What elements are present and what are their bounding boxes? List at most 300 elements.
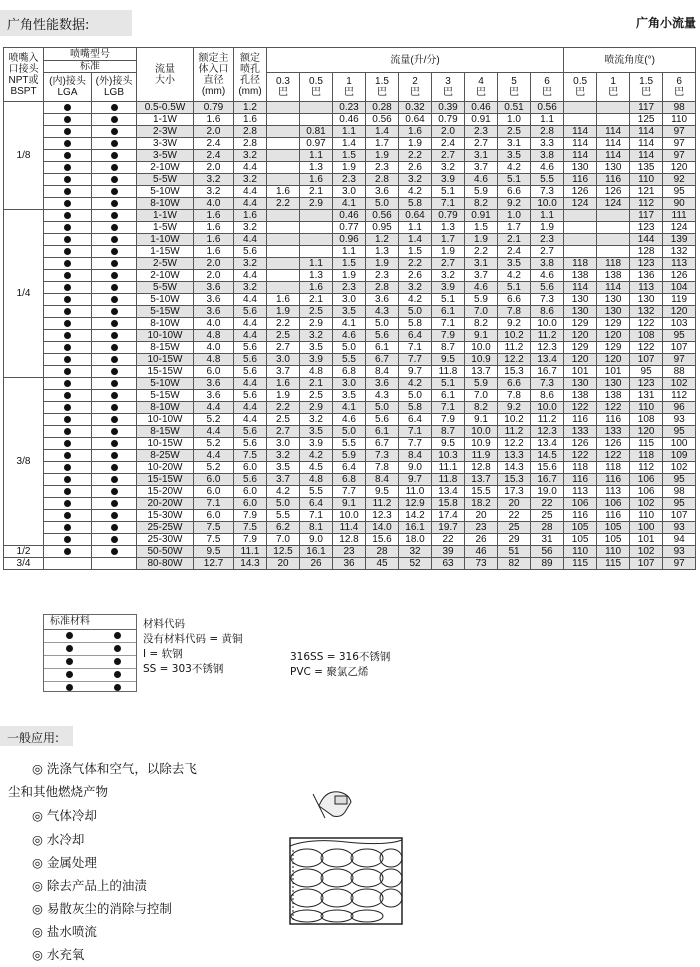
flow-cell: [267, 150, 300, 162]
header-row: [4, 48, 696, 61]
inlet-dia-cell: 3.6: [194, 306, 234, 318]
npt-cell: 3/8: [4, 378, 44, 546]
flow-cell: 8.2: [465, 198, 498, 210]
flow-cell: 1.6: [300, 282, 333, 294]
flow-size-cell: 10-10W: [137, 414, 194, 426]
orifice-dia-cell: 5.6: [234, 366, 267, 378]
flow-cell: 6.1: [432, 306, 465, 318]
standard-dot-icon: [64, 260, 71, 267]
flow-cell: 1.5: [333, 258, 366, 270]
orifice-dia-cell: 5.6: [234, 342, 267, 354]
connection-lga-cell: [44, 210, 92, 222]
npt-cell: 1/8: [4, 102, 44, 210]
flow-cell: 11.2: [498, 342, 531, 354]
table-row: [4, 546, 696, 558]
flow-cell: 4.6: [465, 174, 498, 186]
connection-lgb-cell: [92, 174, 137, 186]
angle-cell: 109: [663, 450, 696, 462]
application-item: 尘和其他燃烧产物: [8, 784, 109, 799]
inlet-dia-cell: 3.6: [194, 282, 234, 294]
standard-dot-icon: [111, 416, 118, 423]
flow-cell: 4.1: [333, 198, 366, 210]
flow-cell: 5.0: [399, 306, 432, 318]
table-row: [4, 282, 696, 294]
standard-dot-icon: [64, 152, 71, 159]
flow-cell: 4.5: [300, 462, 333, 474]
inlet-dia-cell: 2.4: [194, 138, 234, 150]
angle-cell: 112: [663, 390, 696, 402]
flow-cell: 10.9: [465, 354, 498, 366]
flow-cell: 3.9: [300, 354, 333, 366]
header-standard: 标准: [44, 61, 137, 73]
angle-cell: 117: [630, 210, 663, 222]
angle-cell: 122: [630, 342, 663, 354]
flow-cell: 0.39: [432, 102, 465, 114]
standard-dot-icon: [111, 428, 118, 435]
flow-cell: 2.6: [399, 270, 432, 282]
flow-cell: 29: [498, 534, 531, 546]
table-row: [4, 522, 696, 534]
orifice-dia-cell: 4.4: [234, 330, 267, 342]
standard-dot-icon: [111, 476, 118, 483]
table-row: [4, 306, 696, 318]
flow-size-cell: 15-15W: [137, 474, 194, 486]
angle-cell: 129: [597, 318, 630, 330]
angle-cell: 120: [630, 426, 663, 438]
flow-size-cell: 0.5-0.5W: [137, 102, 194, 114]
flow-cell: 11.2: [366, 498, 399, 510]
angle-cell: 114: [597, 282, 630, 294]
angle-cell: 102: [663, 378, 696, 390]
flow-size-cell: 5-10W: [137, 378, 194, 390]
orifice-dia-cell: 3.2: [234, 174, 267, 186]
flow-cell: 1.5: [465, 222, 498, 234]
flow-cell: 0.56: [531, 102, 564, 114]
connection-lga-cell: [44, 162, 92, 174]
angle-cell: 110: [597, 546, 630, 558]
flow-cell: 1.4: [333, 138, 366, 150]
flow-size-cell: 10-15W: [137, 438, 194, 450]
flow-cell: 3.5: [498, 150, 531, 162]
orifice-dia-cell: 7.9: [234, 534, 267, 546]
performance-table: [3, 47, 696, 570]
flow-cell: 0.91: [465, 114, 498, 126]
angle-cell: 130: [564, 378, 597, 390]
angle-cell: 97: [663, 138, 696, 150]
header-inlet-dia: [194, 48, 234, 102]
connection-lgb-cell: [92, 414, 137, 426]
application-item: ◎ 水冷却: [32, 832, 85, 847]
flow-cell: 4.8: [300, 366, 333, 378]
connection-lga-cell: [44, 306, 92, 318]
flow-cell: 31: [531, 534, 564, 546]
flow-cell: 1.9: [267, 306, 300, 318]
npt-cell: 3/4: [4, 558, 44, 570]
header-text: 2: [412, 76, 418, 87]
angle-cell: 117: [630, 102, 663, 114]
flow-cell: 5.0: [267, 498, 300, 510]
angle-cell: [564, 246, 597, 258]
angle-cell: 111: [663, 210, 696, 222]
flow-cell: 4.8: [300, 474, 333, 486]
flow-size-cell: 2-10W: [137, 270, 194, 282]
table-row: [4, 162, 696, 174]
standard-dot-icon: [111, 224, 118, 231]
angle-cell: [597, 222, 630, 234]
flow-cell: 15.6: [531, 462, 564, 474]
flow-size-cell: 5-15W: [137, 306, 194, 318]
inlet-dia-cell: 3.6: [194, 390, 234, 402]
flow-cell: 7.8: [498, 390, 531, 402]
standard-dot-icon: [64, 344, 71, 351]
header-orifice-dia: [234, 48, 267, 102]
header-text: 巴: [476, 87, 486, 98]
connection-lgb-cell: [92, 558, 137, 570]
connection-lga-cell: [44, 342, 92, 354]
flow-cell: 10.0: [465, 342, 498, 354]
angle-cell: 100: [663, 438, 696, 450]
flow-cell: 13.4: [432, 486, 465, 498]
application-item: ◎ 盐水喷流: [32, 924, 97, 939]
table-row: [4, 114, 696, 126]
standard-dot-icon: [64, 452, 71, 459]
standard-dot-icon: [64, 380, 71, 387]
flow-cell: 11.2: [531, 414, 564, 426]
flow-cell: 1.1: [399, 222, 432, 234]
legend-dot-icon: [114, 658, 121, 665]
flow-cell: 2.5: [300, 306, 333, 318]
flow-cell: 9.2: [498, 402, 531, 414]
flow-cell: 2.0: [432, 126, 465, 138]
angle-cell: 92: [663, 174, 696, 186]
angle-cell: 136: [630, 270, 663, 282]
inlet-dia-cell: 4.4: [194, 402, 234, 414]
flow-size-cell: 8-25W: [137, 450, 194, 462]
flow-cell: 6.1: [366, 342, 399, 354]
legend-rows: [44, 630, 136, 694]
flow-cell: 15.3: [498, 366, 531, 378]
flow-cell: 5.0: [333, 426, 366, 438]
header-text: 0.5: [309, 76, 323, 87]
standard-dot-icon: [64, 548, 71, 555]
legend-dot-icon: [66, 658, 73, 665]
flow-cell: 7.7: [399, 438, 432, 450]
angle-cell: 115: [564, 558, 597, 570]
angle-cell: 114: [597, 138, 630, 150]
flow-size-cell: 2-10W: [137, 162, 194, 174]
table-row: [4, 270, 696, 282]
standard-dot-icon: [111, 116, 118, 123]
legend-title: 标准材料: [44, 615, 136, 630]
standard-dot-icon: [64, 500, 71, 507]
inlet-dia-cell: 7.5: [194, 534, 234, 546]
angle-cell: 123: [630, 378, 663, 390]
flow-cell: 15.3: [498, 474, 531, 486]
flow-cell: [267, 114, 300, 126]
angle-cell: 130: [597, 294, 630, 306]
flow-cell: 0.32: [399, 102, 432, 114]
flow-cell: 4.2: [399, 378, 432, 390]
standard-dot-icon: [111, 512, 118, 519]
flow-cell: 3.7: [465, 162, 498, 174]
standard-dot-icon: [64, 212, 71, 219]
table-row: [4, 558, 696, 570]
flow-cell: 3.2: [399, 174, 432, 186]
flow-cell: 2.9: [300, 198, 333, 210]
orifice-dia-cell: 6.0: [234, 486, 267, 498]
flow-cell: 9.0: [300, 534, 333, 546]
angle-cell: 126: [663, 270, 696, 282]
standard-dot-icon: [64, 476, 71, 483]
standard-dot-icon: [111, 548, 118, 555]
flow-cell: 1.9: [432, 246, 465, 258]
flow-cell: 5.1: [432, 378, 465, 390]
flow-size-cell: 15-20W: [137, 486, 194, 498]
flow-cell: 3.5: [333, 390, 366, 402]
flow-cell: 5.5: [333, 354, 366, 366]
flow-cell: 0.97: [300, 138, 333, 150]
connection-lgb-cell: [92, 366, 137, 378]
flow-cell: 6.6: [498, 186, 531, 198]
flow-cell: 4.6: [531, 162, 564, 174]
connection-lgb-cell: [92, 546, 137, 558]
angle-cell: 96: [663, 402, 696, 414]
flow-cell: 8.1: [300, 522, 333, 534]
standard-dot-icon: [111, 356, 118, 363]
orifice-dia-cell: 5.6: [234, 246, 267, 258]
flow-cell: 1.7: [498, 222, 531, 234]
header-text: 1: [346, 76, 352, 87]
table-row: [4, 414, 696, 426]
standard-dot-icon: [64, 284, 71, 291]
flow-cell: 1.3: [366, 246, 399, 258]
standard-dot-icon: [64, 440, 71, 447]
standard-dot-icon: [64, 104, 71, 111]
connection-lga-cell: [44, 294, 92, 306]
connection-lgb-cell: [92, 354, 137, 366]
legend-row: [44, 630, 136, 643]
header-text: LGA: [57, 87, 78, 98]
flow-cell: 12.9: [399, 498, 432, 510]
header-text: 6: [544, 76, 550, 87]
flow-cell: 5.0: [366, 402, 399, 414]
inlet-dia-cell: 3.2: [194, 186, 234, 198]
flow-cell: 7.0: [465, 306, 498, 318]
flow-cell: 3.0: [333, 186, 366, 198]
flow-cell: 4.1: [333, 318, 366, 330]
angle-cell: 138: [564, 390, 597, 402]
header-flow-pressure: [399, 73, 432, 102]
application-item: ◎ 除去产品上的油渍: [32, 878, 147, 893]
flow-cell: 3.0: [333, 378, 366, 390]
flow-cell: 2.1: [300, 186, 333, 198]
standard-dot-icon: [64, 524, 71, 531]
connection-lgb-cell: [92, 510, 137, 522]
header-text: 喷嘴入: [8, 52, 39, 64]
connection-lgb-cell: [92, 534, 137, 546]
flow-cell: 12.8: [333, 534, 366, 546]
flow-cell: 7.0: [465, 390, 498, 402]
connection-lgb-cell: [92, 210, 137, 222]
connection-lgb-cell: [92, 126, 137, 138]
header-flow-pressure: [300, 73, 333, 102]
top-bar: [0, 0, 700, 44]
flow-cell: 10.9: [465, 438, 498, 450]
header-text: 巴: [443, 87, 453, 98]
flow-cell: 6.4: [300, 498, 333, 510]
table-row: [4, 510, 696, 522]
flow-cell: 16.1: [300, 546, 333, 558]
header-lgb: [92, 73, 137, 102]
angle-cell: 120: [597, 354, 630, 366]
angle-cell: 116: [564, 414, 597, 426]
flow-cell: 0.95: [366, 222, 399, 234]
header-model: 喷嘴型号: [44, 48, 137, 61]
inlet-dia-cell: 4.0: [194, 198, 234, 210]
connection-lgb-cell: [92, 150, 137, 162]
table-body: [4, 102, 696, 570]
orifice-dia-cell: 4.4: [234, 198, 267, 210]
angle-cell: 97: [663, 150, 696, 162]
flow-cell: [300, 210, 333, 222]
flow-cell: 4.6: [333, 414, 366, 426]
header-text: 喷孔: [240, 63, 260, 75]
angle-cell: 113: [630, 282, 663, 294]
connection-lgb-cell: [92, 438, 137, 450]
inlet-dia-cell: 4.4: [194, 450, 234, 462]
flow-cell: 20: [465, 510, 498, 522]
orifice-dia-cell: 4.4: [234, 270, 267, 282]
connection-lga-cell: [44, 390, 92, 402]
header-text: 巴: [509, 87, 519, 98]
legend-dot-icon: [66, 645, 73, 652]
flow-size-cell: 15-15W: [137, 366, 194, 378]
angle-cell: 112: [630, 462, 663, 474]
flow-cell: [300, 234, 333, 246]
flow-cell: 10.0: [531, 402, 564, 414]
angle-cell: 123: [630, 258, 663, 270]
flow-cell: 16.7: [531, 474, 564, 486]
angle-cell: 108: [630, 414, 663, 426]
flow-cell: 1.9: [267, 390, 300, 402]
flow-cell: 4.2: [300, 450, 333, 462]
inlet-dia-cell: 2.0: [194, 162, 234, 174]
table-row: [4, 438, 696, 450]
angle-cell: 139: [663, 234, 696, 246]
connection-lga-cell: [44, 282, 92, 294]
orifice-dia-cell: 4.4: [234, 162, 267, 174]
angle-cell: 114: [564, 150, 597, 162]
connection-lga-cell: [44, 426, 92, 438]
orifice-dia-cell: 3.2: [234, 258, 267, 270]
flow-size-cell: 15-30W: [137, 510, 194, 522]
header-flow-pressure: [432, 73, 465, 102]
flow-cell: 45: [366, 558, 399, 570]
inlet-dia-cell: 12.7: [194, 558, 234, 570]
flow-size-cell: 5-10W: [137, 294, 194, 306]
angle-cell: 95: [663, 498, 696, 510]
header-flow-pressure: [267, 73, 300, 102]
angle-cell: [564, 114, 597, 126]
connection-lgb-cell: [92, 474, 137, 486]
flow-cell: 0.64: [399, 114, 432, 126]
flow-cell: 1.3: [300, 162, 333, 174]
legend-dot-icon: [66, 632, 73, 639]
flow-cell: 11.8: [432, 474, 465, 486]
angle-cell: 101: [597, 366, 630, 378]
flow-size-cell: 80-80W: [137, 558, 194, 570]
standard-dot-icon: [64, 164, 71, 171]
angle-cell: 98: [663, 102, 696, 114]
header-text: 额定: [240, 52, 260, 64]
standard-dot-icon: [64, 368, 71, 375]
angle-cell: 103: [663, 318, 696, 330]
inlet-dia-cell: 1.6: [194, 246, 234, 258]
header-text: 巴: [278, 87, 288, 98]
flow-cell: 3.2: [267, 450, 300, 462]
inlet-dia-cell: 4.8: [194, 354, 234, 366]
angle-cell: 107: [663, 510, 696, 522]
angle-cell: 116: [597, 414, 630, 426]
connection-lga-cell: [44, 486, 92, 498]
flow-cell: 8.2: [465, 318, 498, 330]
standard-dot-icon: [111, 392, 118, 399]
flow-cell: 1.9: [333, 162, 366, 174]
connection-lgb-cell: [92, 402, 137, 414]
angle-cell: 135: [630, 162, 663, 174]
flow-cell: 2.3: [333, 282, 366, 294]
flow-size-cell: 20-20W: [137, 498, 194, 510]
legend-dot-icon: [114, 645, 121, 652]
angle-cell: [564, 234, 597, 246]
flow-cell: 7.1: [399, 426, 432, 438]
standard-dot-icon: [111, 344, 118, 351]
angle-cell: 95: [663, 474, 696, 486]
connection-lgb-cell: [92, 318, 137, 330]
connection-lga-cell: [44, 222, 92, 234]
flow-size-cell: 3-3W: [137, 138, 194, 150]
orifice-dia-cell: 1.6: [234, 114, 267, 126]
header-text: 巴: [410, 87, 420, 98]
flow-cell: 5.8: [399, 402, 432, 414]
orifice-dia-cell: 4.4: [234, 318, 267, 330]
flow-cell: 6.2: [267, 522, 300, 534]
connection-lgb-cell: [92, 114, 137, 126]
standard-dot-icon: [64, 320, 71, 327]
flow-size-cell: 1-5W: [137, 222, 194, 234]
angle-cell: 133: [564, 426, 597, 438]
orifice-dia-cell: 3.2: [234, 282, 267, 294]
table-row: [4, 294, 696, 306]
flow-cell: 3.9: [432, 282, 465, 294]
applications-tab: [0, 726, 73, 746]
angle-cell: [597, 234, 630, 246]
angle-cell: 113: [564, 486, 597, 498]
header-text: 巴: [641, 87, 652, 98]
inlet-dia-cell: 2.0: [194, 270, 234, 282]
flow-cell: 0.23: [333, 102, 366, 114]
header-flow-pressure: [333, 73, 366, 102]
flow-cell: 5.0: [366, 318, 399, 330]
flow-cell: 2.4: [498, 246, 531, 258]
header-text: 大小: [155, 74, 175, 86]
flow-cell: 1.1: [300, 150, 333, 162]
connection-lgb-cell: [92, 138, 137, 150]
header-flow-pressure: [465, 73, 498, 102]
angle-cell: 114: [597, 126, 630, 138]
flow-cell: 13.7: [465, 474, 498, 486]
connection-lga-cell: [44, 462, 92, 474]
